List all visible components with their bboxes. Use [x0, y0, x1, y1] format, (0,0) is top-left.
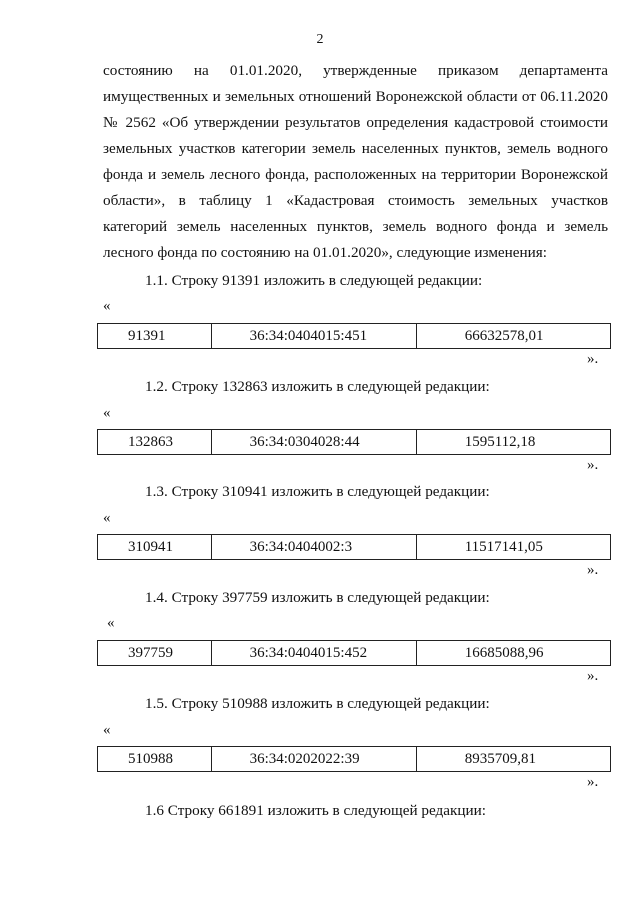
intro-line: категорий земель населенных пунктов, земель водного фонда и земель — [103, 218, 608, 235]
open-quote: « — [103, 722, 111, 738]
intro-line: фонда и земель лесного фонда, расположенных на территории Воронежской — [103, 166, 608, 183]
item-heading: 1.1. Строку 91391 изложить в следующей редакции: — [145, 272, 483, 289]
open-quote: « — [107, 615, 115, 631]
page-number: 2 — [316, 32, 324, 47]
item-heading: 1.4. Строку 397759 изложить в следующей редакции: — [145, 589, 490, 606]
item-heading: 1.3. Строку 310941 изложить в следующей редакции: — [145, 483, 490, 500]
intro-line: лесного фонда по состоянию на 01.01.2020», следующие изменения: — [103, 244, 548, 261]
table-row — [97, 640, 611, 666]
close-quote: ». — [587, 774, 599, 790]
cell-number: 510988 — [128, 751, 173, 767]
cell-number: 91391 — [128, 328, 166, 344]
table-row — [97, 746, 611, 772]
intro-line: № 2562 «Об утверждении результатов определения кадастровой стоимости — [103, 114, 608, 131]
cell-number: 310941 — [128, 539, 173, 555]
cell-number: 397759 — [128, 645, 173, 661]
cell-number: 132863 — [128, 434, 173, 450]
intro-line: состоянию на 01.01.2020, утвержденные приказом департамента — [103, 62, 608, 79]
cell-cadastral-number: 36:34:0202022:39 — [211, 747, 416, 771]
cell-cadastral-value: 16685088,96 — [416, 641, 610, 665]
cell-cadastral-number: 36:34:0404015:451 — [211, 324, 416, 348]
open-quote: « — [103, 298, 111, 314]
cell-cadastral-value: 8935709,81 — [416, 747, 610, 771]
cell-cadastral-number: 36:34:0404015:452 — [211, 641, 416, 665]
intro-line: земельных участков категории земель населенных пунктов, земель водного — [103, 140, 608, 157]
item-heading: 1.6 Строку 661891 изложить в следующей редакции: — [145, 802, 486, 819]
intro-line: области», в таблицу 1 «Кадастровая стоимость земельных участков — [103, 192, 608, 209]
cell-cadastral-number: 36:34:0304028:44 — [211, 430, 416, 454]
table-row — [97, 323, 611, 349]
open-quote: « — [103, 510, 111, 526]
close-quote: ». — [587, 457, 599, 473]
intro-line: имущественных и земельных отношений Воронежской области от 06.11.2020 — [103, 88, 608, 105]
close-quote: ». — [587, 351, 599, 367]
cell-cadastral-value: 1595112,18 — [416, 430, 610, 454]
close-quote: ». — [587, 562, 599, 578]
open-quote: « — [103, 405, 111, 421]
cell-cadastral-value: 66632578,01 — [416, 324, 610, 348]
table-row — [97, 429, 611, 455]
table-row — [97, 534, 611, 560]
cell-cadastral-value: 11517141,05 — [416, 535, 610, 559]
item-heading: 1.5. Строку 510988 изложить в следующей редакции: — [145, 695, 490, 712]
close-quote: ». — [587, 668, 599, 684]
item-heading: 1.2. Строку 132863 изложить в следующей редакции: — [145, 378, 490, 395]
cell-cadastral-number: 36:34:0404002:3 — [211, 535, 416, 559]
